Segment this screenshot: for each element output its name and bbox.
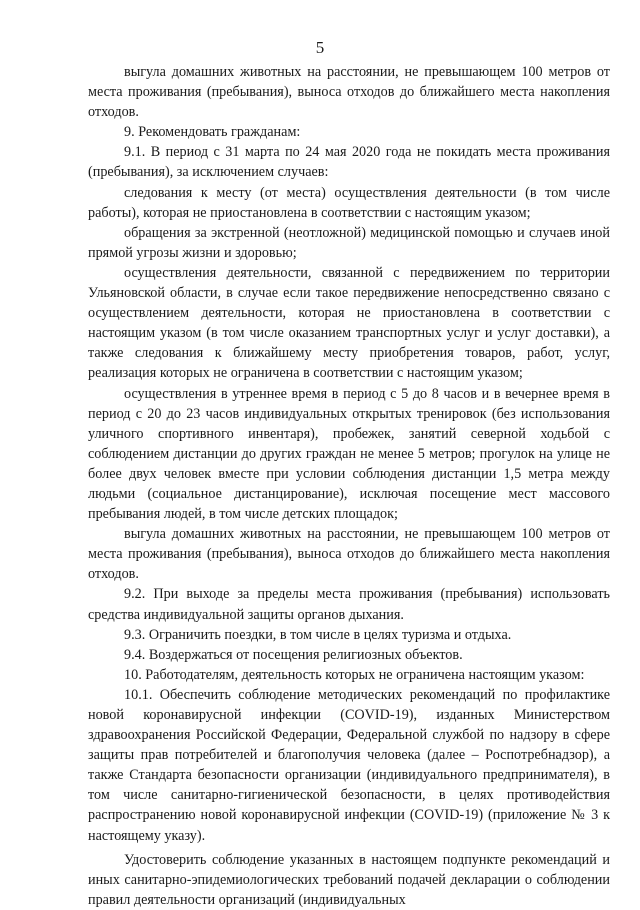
paragraph-training-walks: осуществления в утреннее время в период с 5 до 8 часов и в вечернее время в период с 20 до 23 часов индивидуальных открытых тренировок (без использования уличного спортивного инвентаря), пробежек, занятий северной ходьбой с соблюдением дистанции до других граждан не менее 5 метров; прогулок на улице не более двух человек вместе при условии соблюдения дистанции 1,5 метра между людьми (социальное дистанцирование), исключая посещение мест массового пребывания людей, в том числе детских площадок; xyxy=(88,385,610,523)
paragraph-10-heading: 10. Работодателям, деятельность которых не ограничена настоящим указом: xyxy=(124,666,585,683)
paragraph-9-4: 9.4. Воздержаться от посещения религиозных объектов. xyxy=(124,646,463,663)
paragraph-pet-walking-continued: выгула домашних животных на расстоянии, не превышающем 100 метров от места проживания (пребывания), выноса отходов до ближайшего места накопления отходов. xyxy=(88,64,610,121)
paragraph-10-1: 10.1. Обеспечить соблюдение методических рекомендаций по профилактике новой коронавирусной инфекции (COVID-19), изданных Министерством здравоохранения Российской Федерации, Федеральной службой по надзору в сфере защиты прав потребителей и благополучия человека (далее – Роспотребнадзор), а также Стандарта безопасности организации (индивидуального предпринимателя), в том числе санитарно-гигиенической безопасности, в целях противодействия распространению новой коронавирусной инфекции (COVID-19) (приложение № 3 к настоящему указу). xyxy=(88,686,610,844)
paragraph-movement-activity: осуществления деятельности, связанной с передвижением по территории Ульяновской области, в случае если такое передвижение непосредственно связано с осуществлением деятельности, которая не приостановлена в соответствии с настоящим указом (в том числе оказанием транспортных услуг и услуг доставки), а также следования к ближайшему месту приобретения товаров, работ, услуг, реализация которых не ограничена в соответствии с настоящим указом; xyxy=(88,264,610,382)
page-number: 5 xyxy=(315,38,325,57)
paragraph-9-3: 9.3. Ограничить поездки, в том числе в целях туризма и отдыха. xyxy=(124,626,512,643)
paragraph-9-2: 9.2. При выходе за пределы места проживания (пребывания) использовать средства индивидуальной защиты органов дыхания. xyxy=(88,586,610,623)
paragraph-medical-help: обращения за экстренной (неотложной) медицинской помощью и случаев иной прямой угрозы жизни и здоровью; xyxy=(88,224,610,261)
paragraph-work-travel: следования к месту (от места) осуществления деятельности (в том числе работы), которая не приостановлена в соответствии с настоящим указом; xyxy=(88,184,610,221)
document-body xyxy=(88,62,610,910)
paragraph-declaration: Удостоверить соблюдение указанных в настоящем подпункте рекомендаций и иных санитарно-эпидемиологических требований подачей декларации о соблюдении правил деятельности организаций (индивидуальных xyxy=(88,851,610,908)
paragraph-9-heading: 9. Рекомендовать гражданам: xyxy=(124,124,301,141)
paragraph-9-1: 9.1. В период с 31 марта по 24 мая 2020 года не покидать места проживания (пребывания), за исключением случаев: xyxy=(88,144,610,181)
paragraph-pet-walking: выгула домашних животных на расстоянии, не превышающем 100 метров от места проживания (пребывания), выноса отходов до ближайшего места накопления отходов. xyxy=(88,526,610,583)
